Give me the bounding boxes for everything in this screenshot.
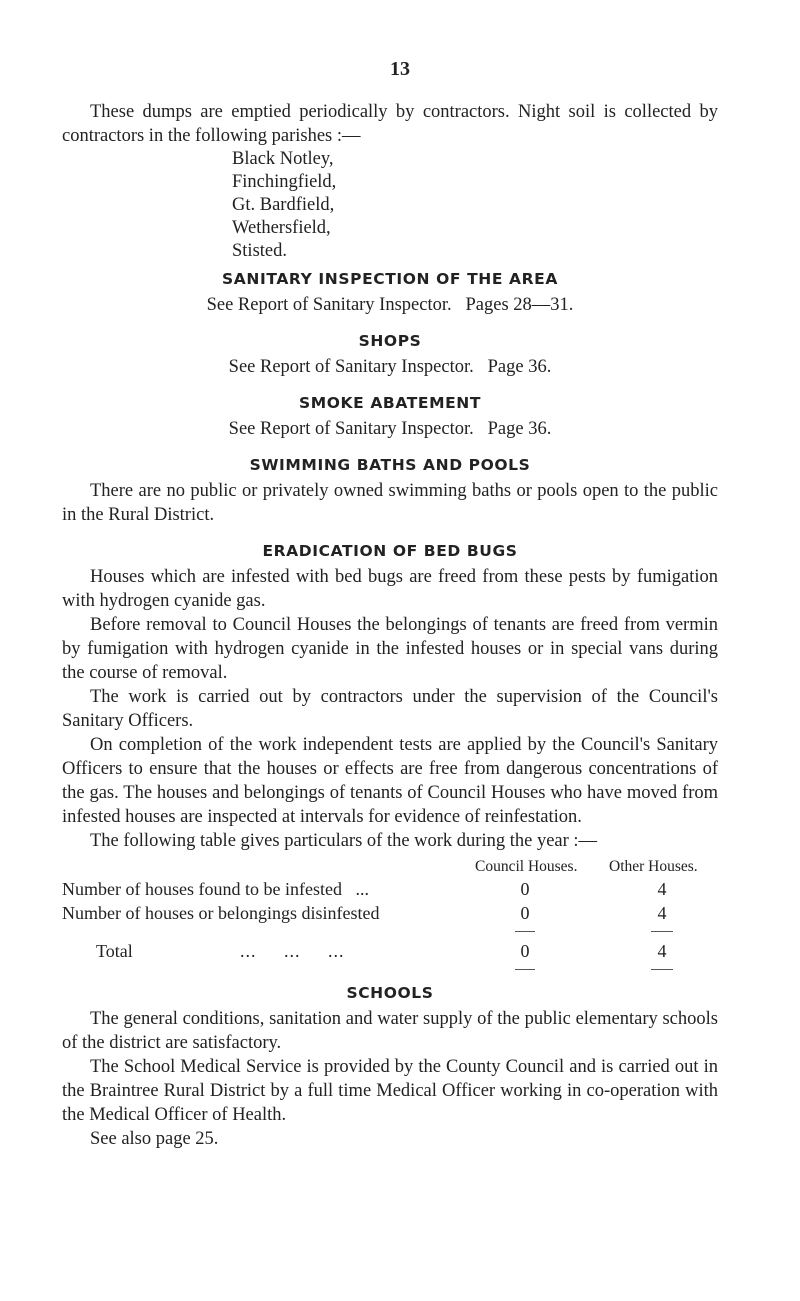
- heading-sanitary-inspection: SANITARY INSPECTION OF THE AREA: [222, 270, 558, 288]
- infestation-table: [62, 855, 718, 977]
- parish-list: [232, 148, 718, 263]
- row-label: Number of houses or belongings disinfested: [62, 903, 380, 923]
- total-leader-dots: ... ... ...: [240, 941, 345, 961]
- heading-swimming: SWIMMING BATHS AND POOLS: [249, 456, 531, 474]
- heading-shops: SHOPS: [358, 332, 422, 350]
- page-number: 13: [390, 58, 410, 80]
- table-total-row: [62, 939, 718, 963]
- smoke-abatement-text: See Report of Sanitary Inspector. Page 36.: [228, 419, 552, 439]
- total-label: Total: [96, 941, 133, 961]
- page-content: [62, 100, 718, 1151]
- table-row: [62, 877, 718, 901]
- bed-bugs-paragraph: Houses which are infested with bed bugs are freed from these pests by fumigation with hydrogen cyanide gas.: [62, 567, 718, 611]
- parish-item: Stisted.: [232, 241, 287, 261]
- council-value: 0: [520, 903, 530, 923]
- shops-text: See Report of Sanitary Inspector. Page 36.: [228, 357, 552, 377]
- total-council-value: 0: [520, 941, 530, 961]
- column-header-council: Council Houses.: [475, 858, 578, 875]
- rule-other: [651, 969, 673, 970]
- parish-item: Finchingfield,: [232, 172, 337, 192]
- parish-item: Black Notley,: [232, 149, 334, 169]
- rule-council: [515, 931, 535, 932]
- parish-item: Gt. Bardfield,: [232, 195, 335, 215]
- table-rule: [62, 925, 718, 939]
- schools-paragraph: The School Medical Service is provided by the County Council and is carried out in the Braintree Rural District by a full time Medical Officer working in co-operation with the Medical Officer of Health.: [62, 1057, 718, 1125]
- council-value: 0: [520, 879, 530, 899]
- parish-item: Wethersfield,: [232, 218, 331, 238]
- heading-bed-bugs: ERADICATION OF BED BUGS: [262, 542, 518, 560]
- bed-bugs-paragraph: The work is carried out by contractors under the supervision of the Council's Sanitary Officers.: [62, 687, 718, 731]
- row-label: Number of houses found to be infested ...: [62, 879, 369, 899]
- heading-smoke-abatement: SMOKE ABATEMENT: [298, 394, 482, 412]
- rule-council: [515, 969, 535, 970]
- table-header: [62, 855, 718, 877]
- other-value: 4: [657, 903, 667, 923]
- swimming-text: There are no public or privately owned swimming baths or pools open to the public in the Rural District.: [62, 481, 718, 525]
- sanitary-inspection-text: See Report of Sanitary Inspector. Pages 28—31.: [206, 295, 574, 315]
- schools-paragraph: The general conditions, sanitation and water supply of the public elementary schools of the district are satisfactory.: [62, 1009, 718, 1053]
- rule-other: [651, 931, 673, 932]
- heading-schools: SCHOOLS: [346, 984, 434, 1002]
- bed-bugs-paragraph: On completion of the work independent tests are applied by the Council's Sanitary Officers to ensure that the houses or effects are free from dangerous concentrations of the gas. The houses and belongings of tenants of Council Houses who have moved from infested houses are inspected at intervals for evidence of reinfestation.: [62, 735, 718, 827]
- intro-paragraph: These dumps are emptied periodically by contractors. Night soil is collected by contractors in the following parishes :—: [62, 102, 718, 146]
- schools-paragraph: See also page 25.: [90, 1129, 219, 1149]
- column-header-other: Other Houses.: [609, 858, 698, 875]
- bed-bugs-paragraph: The following table gives particulars of the work during the year :—: [90, 831, 598, 851]
- other-value: 4: [657, 879, 667, 899]
- total-other-value: 4: [657, 941, 667, 961]
- table-row: [62, 901, 718, 925]
- bed-bugs-paragraph: Before removal to Council Houses the belongings of tenants are freed from vermin by fumigation with hydrogen cyanide in the infested houses or in special vans during the course of removal.: [62, 615, 718, 683]
- table-rule: [62, 963, 718, 977]
